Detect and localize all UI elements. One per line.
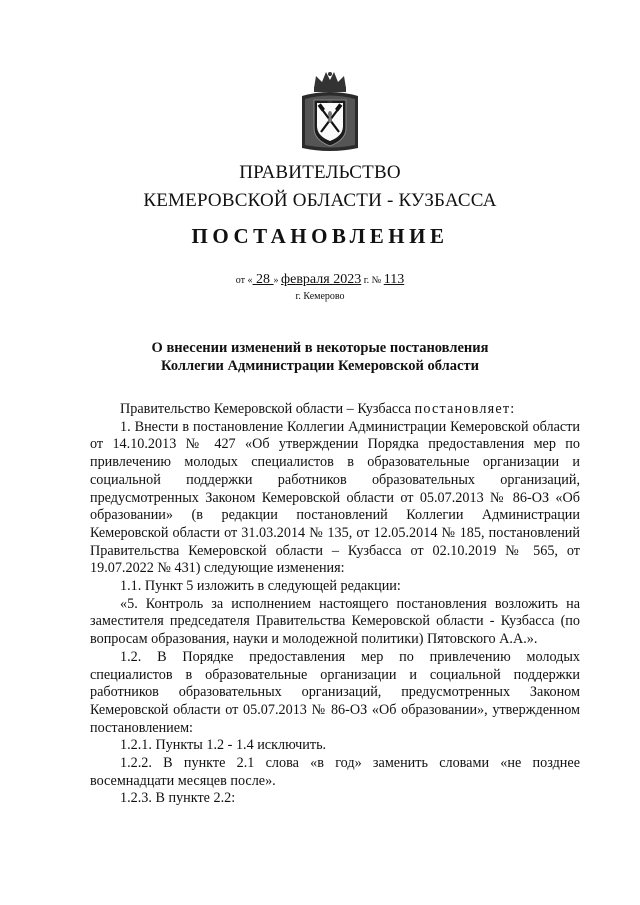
body-paragraph: 1.2.1. Пункты 1.2 - 1.4 исключить. — [120, 737, 327, 754]
decree-number: 113 — [383, 272, 405, 287]
decree-body — [90, 401, 580, 808]
date-year-suffix: г. № — [361, 275, 384, 286]
intro-lead: Правительство Кемеровской области – Кузбасса — [120, 401, 415, 417]
decree-title — [0, 339, 640, 375]
date-mid: » — [273, 275, 282, 286]
intro-paragraph — [90, 401, 580, 419]
date-number-line — [0, 272, 640, 288]
intro-verb: постановляет: — [414, 401, 516, 417]
date-day: 28 — [252, 272, 274, 287]
body-paragraph: 1.2.2. В пункте 2.1 слова «в год» заменить словами «не позднее восемнадцати месяцев после». — [90, 755, 580, 789]
body-paragraph: 1.2. В Порядке предоставления мер по привлечению молодых специалистов в образовательные организации и социальной поддержки работников образовательных организаций, предусмотренных Законом Кемеровской области от 05.07.2013 № 86-ОЗ «Об образовании», утвержденном постановлением: — [90, 648, 580, 736]
document-type-heading: ПОСТАНОВЛЕНИЕ — [191, 224, 449, 248]
body-paragraph: 1. Внести в постановление Коллегии Администрации Кемеровской области от 14.10.2013 № 427 «Об утверждении Порядка предоставления мер по привлечению молодых специалистов в образовательные организации и социальной поддержки работников образовательных организаций, предусмотренных Законом Кемеровской области от 05.07.2013 № 86-ОЗ «Об образовании» (в редакции постановлений Коллегии Администрации Кемеровской области от 31.03.2014 № 135, от 12.05.2014 № 185, постановлений Правительства Кемеровской области – Кузбасса от 02.10.2019 № 565, от 19.07.2022 № 431) следующие изменения: — [90, 418, 580, 577]
date-month-year: февраля 2023 — [281, 272, 362, 287]
kuzbass-coat-of-arms-icon — [300, 70, 360, 154]
body-paragraph: 1.1. Пункт 5 изложить в следующей редакции: — [120, 578, 401, 595]
city-name: г. Кемерово — [295, 291, 345, 302]
body-paragraph: 1.2.3. В пункте 2.2: — [120, 790, 236, 807]
date-prefix: от « — [235, 275, 253, 286]
decree-title-line2: Коллегии Администрации Кемеровской области — [161, 358, 479, 374]
decree-title-line1: О внесении изменений в некоторые постановления — [151, 340, 489, 356]
government-name-line1: ПРАВИТЕЛЬСТВО — [239, 162, 401, 183]
body-paragraph: «5. Контроль за исполнением настоящего постановления возложить на заместителя председателя Правительства Кемеровской области - Кузбасса (по вопросам образования, науки и молодежной политики) Пятовского А.А.». — [90, 595, 580, 648]
government-name-line2: КЕМЕРОВСКОЙ ОБЛАСТИ - КУЗБАССА — [143, 190, 497, 211]
